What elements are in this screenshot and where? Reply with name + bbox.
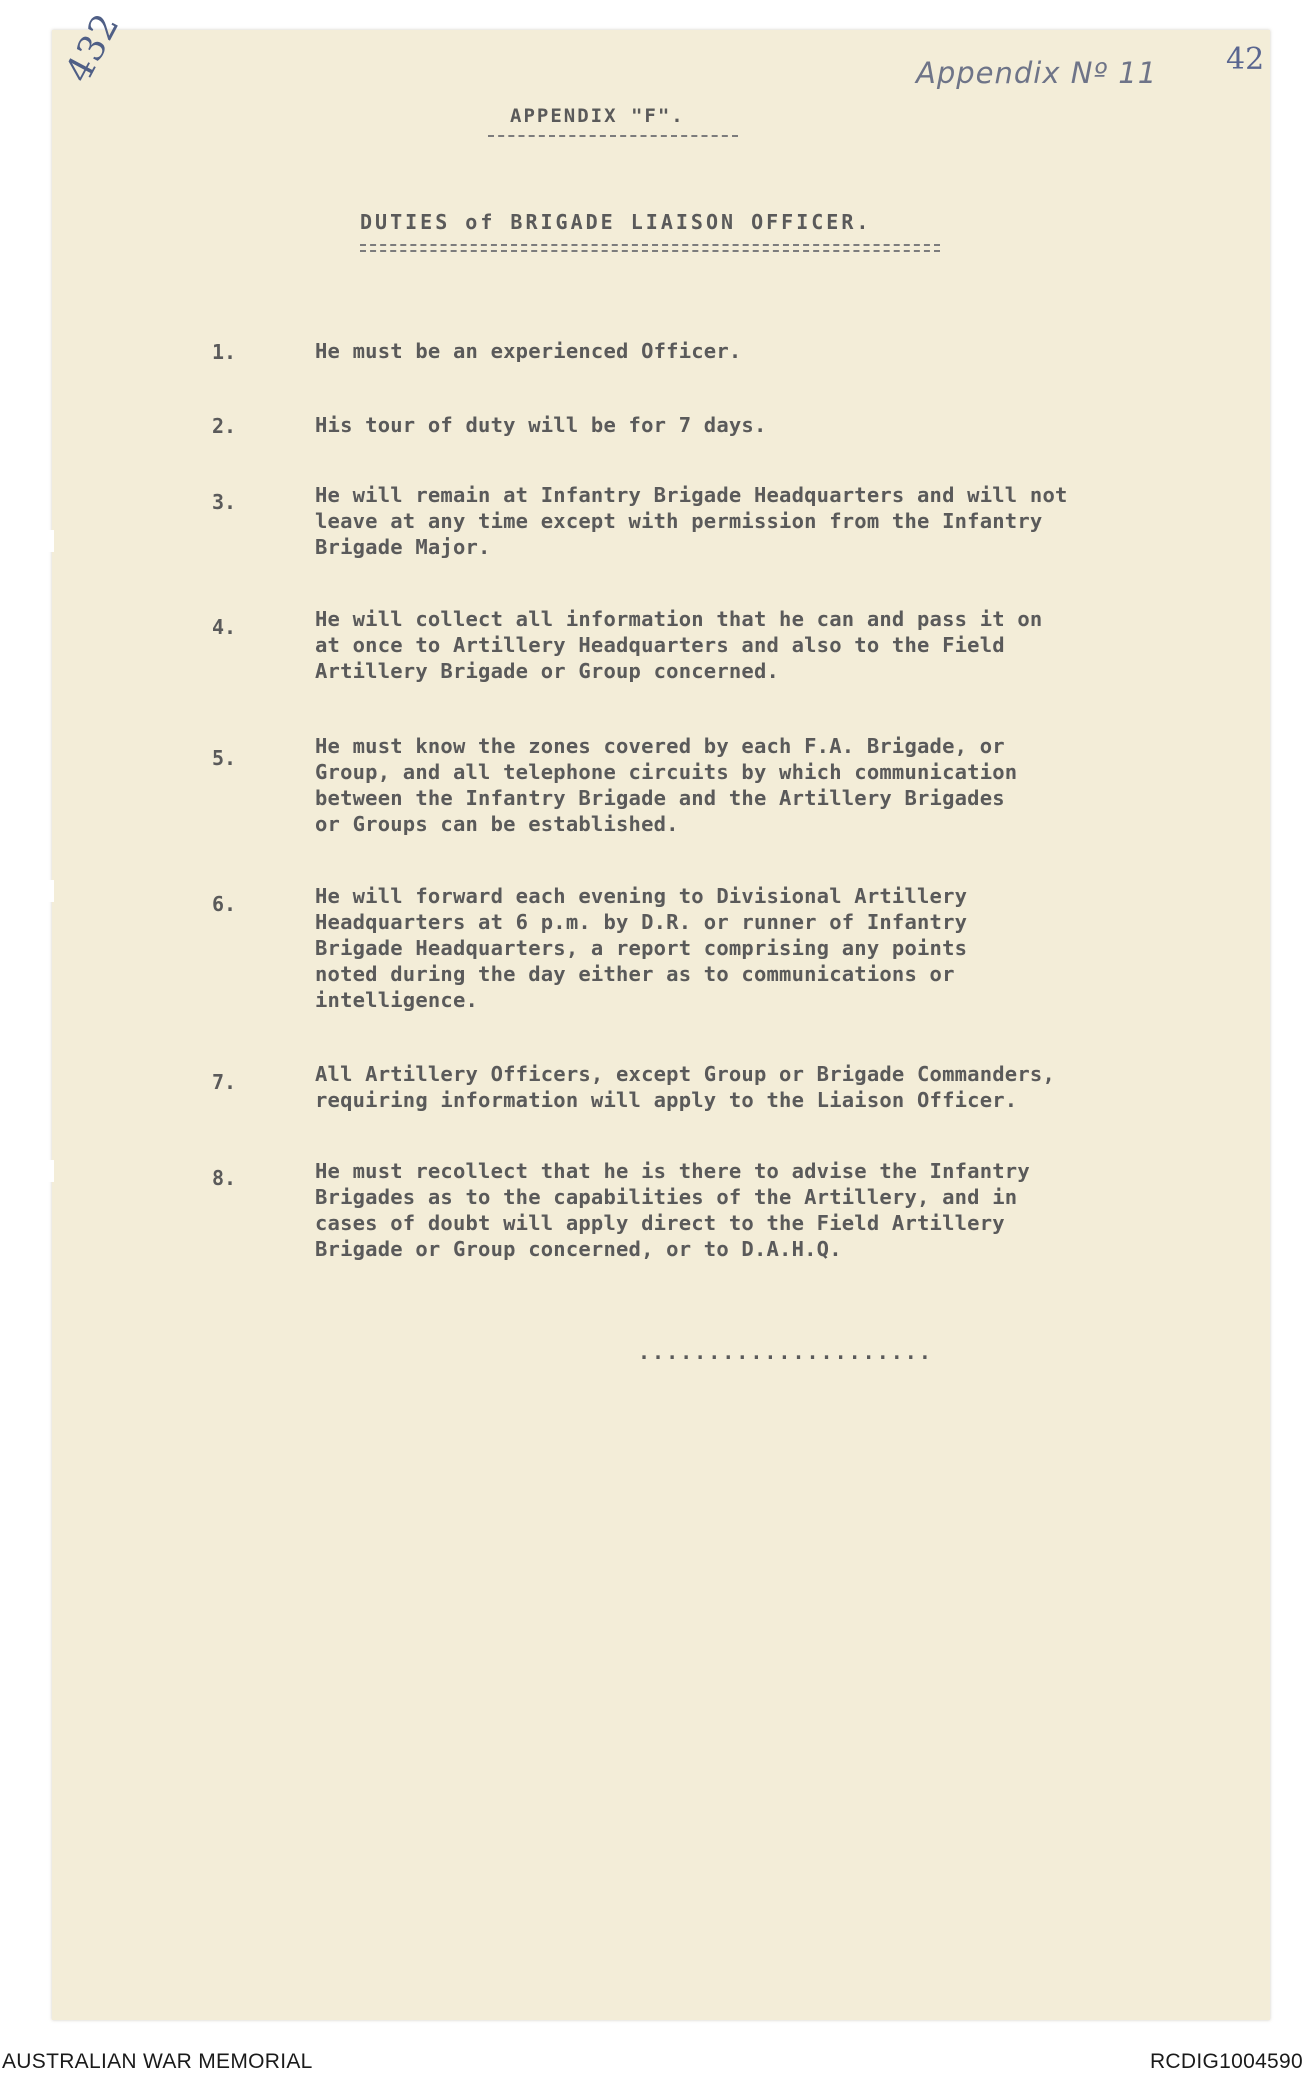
item-text: He must know the zones covered by each F.A. Brigade, or Group, and all telephone circuits by which communication between the Infantry Brigade and the Artillery Brigades or Groups can be established. bbox=[315, 734, 1018, 836]
item-number: 8. bbox=[212, 1166, 237, 1190]
item-text: He will remain at Infantry Brigade Headquarters and will not leave at any time except with permission from the Infantry Brigade Major. bbox=[315, 483, 1068, 559]
punch-hole-mark bbox=[48, 530, 54, 552]
punch-hole-mark bbox=[48, 1160, 54, 1182]
item-number: 1. bbox=[212, 340, 237, 364]
item-number: 5. bbox=[212, 746, 237, 770]
item-number: 6. bbox=[212, 892, 237, 916]
document-page bbox=[52, 30, 1270, 2020]
item-text: All Artillery Officers, except Group or Brigade Commanders, requiring information will apply to the Liaison Officer. bbox=[315, 1062, 1055, 1112]
item-text: His tour of duty will be for 7 days. bbox=[315, 413, 767, 437]
archive-credit: AUSTRALIAN WAR MEMORIAL bbox=[2, 2050, 313, 2073]
duties-subheading: DUTIES of BRIGADE LIAISON OFFICER. bbox=[360, 210, 872, 234]
archive-reference-id: RCDIG1004590 bbox=[1149, 2050, 1303, 2073]
subheading-double-underline bbox=[360, 250, 940, 252]
folio-stamp-number: 432 bbox=[58, 6, 128, 90]
end-of-document-dots: ..................... bbox=[638, 1340, 933, 1364]
item-text: He will collect all information that he can and pass it on at once to Artillery Headquarters and also to the Field Artillery Brigade or Group concerned. bbox=[315, 607, 1043, 683]
heading-underline bbox=[488, 135, 738, 137]
subheading-double-underline bbox=[360, 244, 940, 246]
item-text: He will forward each evening to Divisional Artillery Headquarters at 6 p.m. by D.R. or runner of Infantry Brigade Headquarters, a report comprising any points noted during the day either as to communications or intelligence. bbox=[315, 884, 968, 1012]
item-text: He must recollect that he is there to advise the Infantry Brigades as to the capabilities of the Artillery, and in cases of doubt will apply direct to the Field Artillery Brigade or Group concerned, or to D.A.H.Q. bbox=[315, 1159, 1030, 1261]
item-text: He must be an experienced Officer. bbox=[315, 339, 742, 363]
appendix-heading: APPENDIX "F". bbox=[510, 105, 685, 127]
punch-hole-mark bbox=[48, 880, 54, 902]
item-number: 4. bbox=[212, 615, 237, 639]
item-number: 3. bbox=[212, 490, 237, 514]
item-number: 7. bbox=[212, 1070, 237, 1094]
item-number: 2. bbox=[212, 414, 237, 438]
handwritten-appendix-note: Appendix Nº 11 bbox=[916, 56, 1158, 90]
page-number-stamp: 42 bbox=[1226, 42, 1265, 77]
